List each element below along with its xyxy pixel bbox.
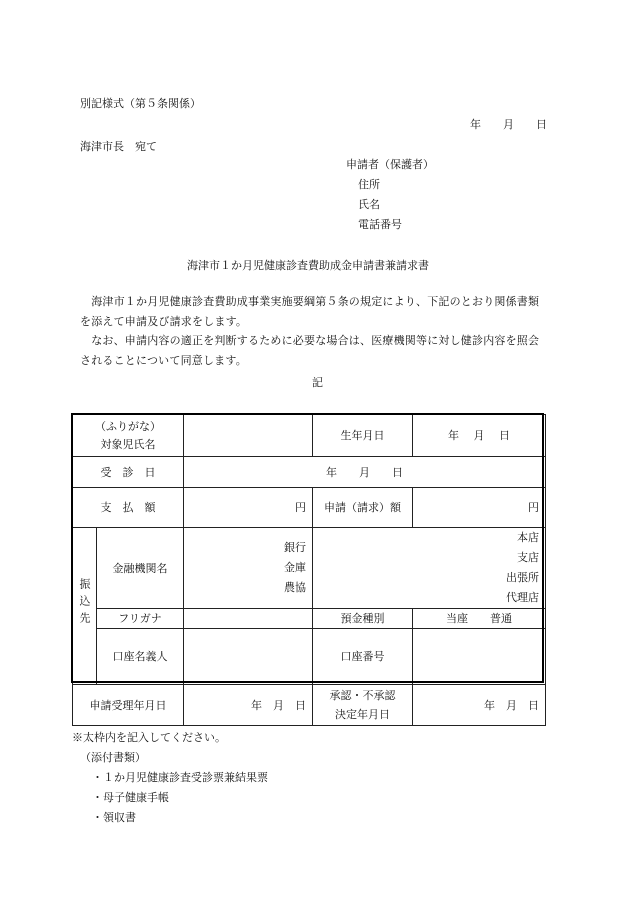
child-name-field[interactable]: [184, 415, 313, 457]
bank-field[interactable]: [184, 528, 313, 609]
table-row: [73, 609, 546, 629]
applicant-title: 申請者（保護者）: [346, 158, 434, 171]
claim-label: 申請（請求）額: [313, 488, 413, 528]
phone-label: 電話番号: [358, 218, 402, 231]
approval-label-cell: [313, 685, 413, 726]
decision-date-label: 決定年月日: [335, 708, 390, 721]
notes: [72, 728, 268, 828]
branch-type: 支店: [517, 551, 539, 564]
holder-field[interactable]: [184, 629, 313, 685]
account-number-field[interactable]: [413, 629, 546, 685]
thick-frame-note: ※太枠内を記入してください。: [72, 731, 226, 744]
attachments-title: （添付書類）: [80, 751, 146, 764]
name-label: 氏名: [358, 198, 380, 211]
attachment-item: ・領収書: [92, 811, 136, 824]
kana-label: フリガナ: [97, 609, 184, 629]
date-line: 年 月 日: [470, 118, 547, 131]
body-paragraph-1: 海津市１か月児健康診査費助成事業実施要綱第５条の規定により、下記のとおり関係書類を添えて申請及び請求をします。: [80, 295, 540, 328]
holder-label: 口座名義人: [97, 629, 184, 685]
deposit-type-label: 預金種別: [313, 609, 413, 629]
transfer-label: 振込先: [78, 577, 91, 629]
visit-date-label: 受 診 日: [73, 457, 184, 488]
transfer-label-cell: [73, 528, 97, 685]
birthdate-label: 生年月日: [313, 415, 413, 457]
branch-type: 本店: [517, 531, 539, 544]
deposit-type-field[interactable]: 当座 普通: [413, 609, 546, 629]
account-number-label: 口座番号: [313, 629, 413, 685]
branch-field[interactable]: [313, 528, 546, 609]
ki-marker: 記: [312, 376, 323, 389]
table-row: [73, 685, 546, 726]
payment-label: 支 払 額: [73, 488, 184, 528]
child-name-label: 対象児氏名: [100, 437, 156, 451]
visit-date-field[interactable]: 年 月 日: [184, 457, 546, 488]
table-row: [73, 488, 546, 528]
application-table: [72, 414, 546, 726]
child-name-label-cell: [73, 415, 184, 457]
addressee: 海津市長 宛て: [80, 140, 157, 153]
bank-type: 金庫: [284, 561, 306, 574]
receipt-date-label: 申請受理年月日: [73, 685, 184, 726]
document-title: 海津市１か月児健康診査費助成金申請書兼請求書: [187, 259, 429, 272]
payment-field[interactable]: 円: [184, 488, 313, 528]
form-label: 別記様式（第５条関係）: [80, 97, 201, 110]
furigana-label: （ふりがな）: [95, 419, 161, 433]
table-row: [73, 457, 546, 488]
attachment-item: ・１か月児健康診査受診票兼結果票: [92, 771, 268, 784]
bank-label: 金融機関名: [97, 528, 184, 609]
table-row: [73, 629, 546, 685]
address-label: 住所: [358, 178, 380, 191]
receipt-date-field[interactable]: 年 月 日: [184, 685, 313, 726]
branch-type: 出張所: [506, 571, 539, 584]
bank-type: 銀行: [284, 541, 306, 554]
kana-field[interactable]: [184, 609, 313, 629]
claim-field[interactable]: 円: [413, 488, 546, 528]
body-text: [80, 292, 550, 370]
attachment-item: ・母子健康手帳: [92, 791, 169, 804]
approval-date-field[interactable]: 年 月 日: [413, 685, 546, 726]
birthdate-field[interactable]: 年 月 日: [413, 415, 546, 457]
table-row: [73, 528, 546, 609]
approval-label: 承認・不承認: [329, 689, 396, 702]
bank-type: 農協: [284, 581, 306, 594]
branch-type: 代理店: [506, 591, 539, 604]
table-row: [73, 415, 546, 457]
body-paragraph-2: なお、申請内容の適正を判断するために必要な場合は、医療機関等に対し健診内容を照会されることについて同意します。: [80, 334, 540, 367]
